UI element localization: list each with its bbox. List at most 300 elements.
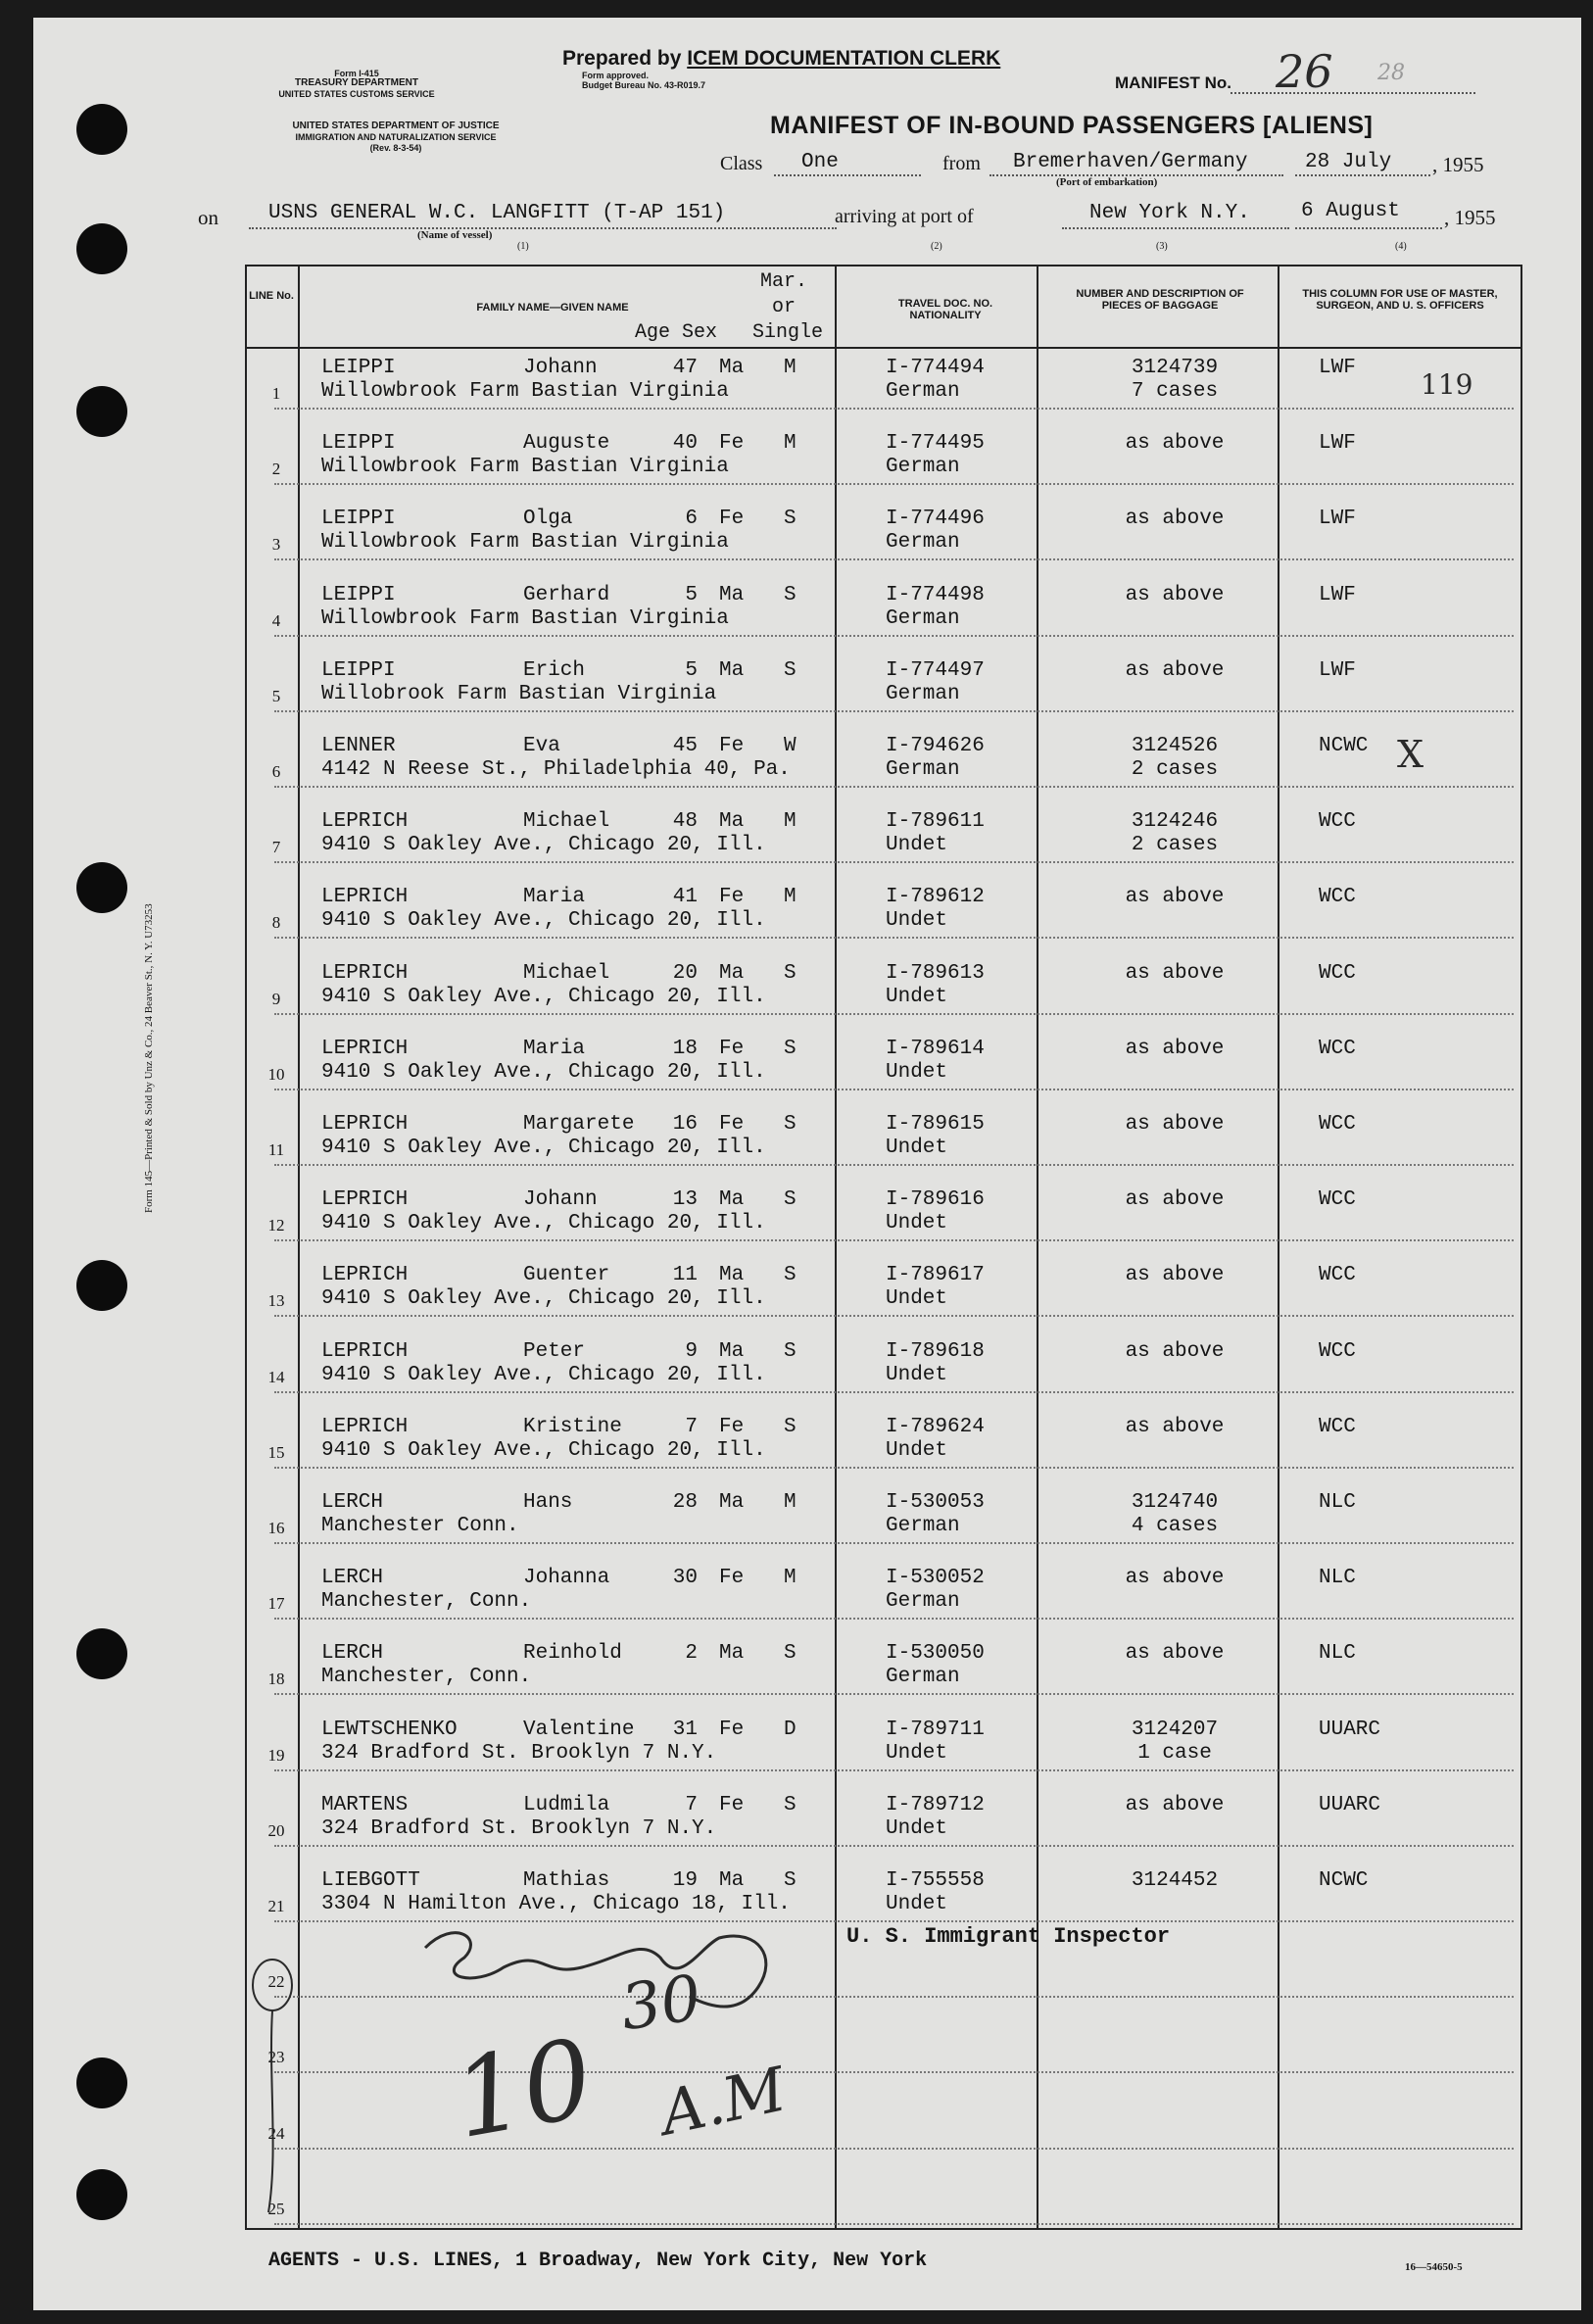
arrival-port: New York N.Y. [1089, 202, 1250, 224]
travel-doc-no: I-789613 [886, 961, 985, 985]
sex: Ma [719, 961, 745, 985]
marital-status: S [784, 1415, 796, 1438]
handwriting-marks [249, 1879, 1327, 2232]
sex: Ma [719, 1491, 745, 1514]
table-left-border [245, 265, 247, 2230]
punch-hole [76, 862, 127, 913]
marital-status: S [784, 1642, 796, 1666]
address: Willobrook Farm Bastian Virginia [321, 682, 717, 705]
sex: Fe [719, 508, 745, 531]
age: 9 [685, 1339, 698, 1363]
officer-code: WCC [1319, 961, 1356, 985]
baggage-number: as above [1125, 1339, 1225, 1363]
class-value: One [801, 151, 839, 173]
vessel-underline [249, 227, 837, 229]
nationality: Undet [886, 1741, 948, 1765]
baggage-number: as above [1125, 1264, 1225, 1287]
arriving-label: arriving at port of [835, 206, 974, 227]
line-number: 11 [267, 1140, 285, 1159]
baggage-description: 1 case [1137, 1741, 1212, 1765]
sex: Fe [719, 1793, 745, 1816]
travel-doc-no: I-774496 [886, 508, 985, 531]
travel-doc-no: I-789712 [886, 1793, 985, 1816]
punch-hole [76, 2058, 127, 2108]
officer-code: WCC [1319, 886, 1356, 909]
baggage-description: 2 cases [1131, 834, 1219, 857]
baggage-number: as above [1125, 658, 1225, 682]
family-name: LEPRICH [321, 961, 409, 985]
col-num-2: (2) [931, 241, 942, 252]
officer-code: LWF [1319, 432, 1356, 456]
given-name: Maria [523, 886, 586, 909]
family-name: MARTENS [321, 1793, 409, 1816]
officer-code: UUARC [1319, 1793, 1381, 1816]
address: 9410 S Oakley Ave., Chicago 20, Ill. [321, 834, 766, 857]
baggage-number: as above [1125, 1113, 1225, 1136]
marital-status: M [784, 1491, 796, 1514]
nationality: German [886, 531, 960, 555]
officer-code: NLC [1319, 1642, 1356, 1666]
baggage-number: as above [1125, 432, 1225, 456]
manifest-no: 26 [1276, 45, 1333, 98]
baggage-number: 3124739 [1131, 357, 1219, 379]
sex: Fe [719, 735, 745, 757]
row-separator [274, 483, 1514, 485]
age: 40 [672, 432, 698, 456]
age: 5 [685, 583, 698, 606]
baggage-number: 3124740 [1131, 1491, 1219, 1514]
given-name: Michael [523, 961, 610, 985]
baggage-number: as above [1125, 1642, 1225, 1666]
table-header-border [245, 347, 1522, 349]
given-name: Johanna [523, 1567, 610, 1590]
line-number: 9 [271, 989, 281, 1008]
travel-doc-no: I-789616 [886, 1188, 985, 1212]
nationality: German [886, 682, 960, 705]
time-minutes: 30 [616, 1961, 706, 2046]
given-name: Peter [523, 1339, 586, 1363]
nationality: German [886, 1515, 960, 1537]
row-separator [274, 1618, 1514, 1620]
arrival-date-underline [1295, 227, 1442, 229]
cross-mark: X [1397, 733, 1424, 776]
port-caption: (Port of embarkation) [1056, 176, 1158, 188]
nationality: Undet [886, 1212, 948, 1235]
officer-code: NLC [1319, 1491, 1356, 1514]
sex: Ma [719, 810, 745, 834]
officer-code: LWF [1319, 583, 1356, 606]
from-label: from [942, 153, 981, 174]
line-number: 6 [271, 762, 281, 781]
given-name: Gerhard [523, 583, 610, 606]
age: 7 [685, 1415, 698, 1438]
row-separator [274, 1315, 1514, 1317]
line-number: 24 [267, 2123, 285, 2143]
line-number: 21 [267, 1897, 285, 1915]
marital-status: S [784, 1037, 796, 1060]
nationality: German [886, 1590, 960, 1614]
row-separator [274, 1164, 1514, 1166]
line-number: 15 [267, 1442, 285, 1462]
baggage-number: as above [1125, 1037, 1225, 1060]
baggage-number: 3124526 [1131, 735, 1219, 757]
marital-status: S [784, 1113, 796, 1136]
given-name: Maria [523, 1037, 586, 1060]
line-number: 25 [267, 2199, 285, 2218]
officer-code: LWF [1319, 658, 1356, 682]
travel-doc-no: I-530053 [886, 1491, 985, 1514]
travel-doc-no: I-530050 [886, 1642, 985, 1666]
line-number: 4 [271, 610, 281, 630]
line-number: 14 [267, 1367, 285, 1386]
address: 4142 N Reese St., Philadelphia 40, Pa. [321, 758, 791, 781]
travel-doc-no: I-789615 [886, 1113, 985, 1136]
age: 20 [672, 961, 698, 985]
row-separator [274, 1693, 1514, 1695]
sex: Fe [719, 1718, 745, 1741]
age: 41 [672, 886, 698, 909]
family-name: LEPRICH [321, 1113, 409, 1136]
travel-doc-no: I-774495 [886, 432, 985, 456]
line-number: 16 [267, 1519, 285, 1537]
baggage-number: 3124207 [1131, 1718, 1219, 1741]
family-name: LENNER [321, 735, 396, 757]
given-name: Valentine [523, 1718, 635, 1741]
row-separator [274, 408, 1514, 410]
age: 28 [672, 1491, 698, 1514]
marital-status: S [784, 508, 796, 531]
given-name: Hans [523, 1491, 573, 1514]
travel-doc-no: I-789612 [886, 886, 985, 909]
sex: Fe [719, 1567, 745, 1590]
sex: Ma [719, 1264, 745, 1287]
line-number: 23 [267, 2048, 285, 2067]
address: 324 Bradford St. Brooklyn 7 N.Y. [321, 1816, 717, 1840]
address: Willowbrook Farm Bastian Virginia [321, 380, 729, 403]
family-name: LERCH [321, 1567, 384, 1590]
given-name: Margarete [523, 1113, 635, 1136]
age: 30 [672, 1567, 698, 1590]
nationality: Undet [886, 1893, 948, 1915]
nationality: Undet [886, 1060, 948, 1084]
nationality: Undet [886, 1816, 948, 1840]
sex: Ma [719, 1188, 745, 1212]
officer-code: WCC [1319, 810, 1356, 834]
nationality: Undet [886, 1363, 948, 1386]
col-header-or: or [772, 296, 796, 318]
marital-status: S [784, 1264, 796, 1287]
row-separator [274, 558, 1514, 560]
baggage-number: as above [1125, 1415, 1225, 1438]
given-name: Mathias [523, 1869, 610, 1892]
family-name: LEPRICH [321, 1037, 409, 1060]
family-name: LEIPPI [321, 432, 396, 456]
age: 48 [672, 810, 698, 834]
family-name: LERCH [321, 1491, 384, 1514]
baggage-description: 4 cases [1131, 1515, 1219, 1537]
form-approved: Form approved. [582, 71, 650, 80]
given-name: Olga [523, 508, 573, 531]
family-name: LERCH [321, 1642, 384, 1666]
family-name: LEPRICH [321, 810, 409, 834]
sex: Ma [719, 583, 745, 606]
baggage-number: as above [1125, 583, 1225, 606]
age: 31 [672, 1718, 698, 1741]
manifest-no-faint: 28 [1377, 61, 1405, 85]
col-header-officers: THIS COLUMN FOR USE OF MASTER, SURGEON, AND U. S. OFFICERS [1302, 288, 1498, 312]
sex: Fe [719, 1415, 745, 1438]
sex: Ma [719, 357, 745, 379]
baggage-number: as above [1125, 508, 1225, 531]
sex: Fe [719, 432, 745, 456]
row-separator [274, 1089, 1514, 1090]
page-title: MANIFEST OF IN-BOUND PASSENGERS [ALIENS] [770, 112, 1374, 139]
officer-code: LWF [1319, 508, 1356, 531]
given-name: Michael [523, 810, 610, 834]
line-number: 19 [267, 1745, 285, 1765]
ins-label: IMMIGRATION AND NATURALIZATION SERVICE [295, 132, 497, 142]
line-number: 8 [271, 913, 281, 933]
address: Manchester, Conn. [321, 1666, 532, 1689]
count-annotation: 119 [1421, 368, 1473, 401]
col-num-3: (3) [1156, 241, 1168, 252]
col-header-name: FAMILY NAME—GIVEN NAME [476, 302, 629, 314]
col-num-1: (1) [517, 241, 529, 252]
age: 6 [685, 508, 698, 531]
bracket-22-25 [268, 2010, 273, 2212]
address: 9410 S Oakley Ave., Chicago 20, Ill. [321, 1212, 766, 1235]
nationality: Undet [886, 834, 948, 857]
baggage-number: as above [1125, 1793, 1225, 1816]
family-name: LIEBGOTT [321, 1869, 420, 1892]
row-separator [274, 786, 1514, 788]
row-separator [274, 1391, 1514, 1393]
officer-code: NLC [1319, 1567, 1356, 1590]
marital-status: S [784, 1339, 796, 1363]
punch-hole [76, 386, 127, 437]
family-name: LEPRICH [321, 1339, 409, 1363]
col-header-baggage: NUMBER AND DESCRIPTION OF PIECES OF BAGGAGE [1076, 288, 1244, 312]
given-name: Erich [523, 658, 586, 682]
family-name: LEPRICH [321, 1415, 409, 1438]
form-id: Form I-415 [334, 69, 379, 78]
footer-form-no: 16—54650-5 [1405, 2261, 1463, 2273]
travel-doc-no: I-789617 [886, 1264, 985, 1287]
line-number: 3 [271, 535, 281, 555]
baggage-number: 3124246 [1131, 810, 1219, 834]
officer-code: NCWC [1319, 735, 1369, 757]
col-header-age-sex: Age Sex [635, 321, 718, 344]
travel-doc-no: I-774497 [886, 658, 985, 682]
age: 2 [685, 1642, 698, 1666]
given-name: Guenter [523, 1264, 610, 1287]
travel-doc-no: I-774494 [886, 357, 985, 379]
line-number: 7 [271, 838, 281, 857]
travel-doc-no: I-789611 [886, 810, 985, 834]
arrival-date: 6 August [1301, 200, 1400, 222]
punch-hole [76, 223, 127, 274]
age: 7 [685, 1793, 698, 1816]
punch-hole [76, 2169, 127, 2220]
family-name: LEPRICH [321, 1188, 409, 1212]
customs-label: UNITED STATES CUSTOMS SERVICE [278, 89, 435, 99]
family-name: LEPRICH [321, 886, 409, 909]
age: 16 [672, 1113, 698, 1136]
travel-doc-no: I-774498 [886, 583, 985, 606]
footer-agents: AGENTS - U.S. LINES, 1 Broadway, New York City, New York [268, 2250, 928, 2272]
line-number: 13 [267, 1291, 285, 1311]
baggage-number: as above [1125, 961, 1225, 985]
family-name: LEPRICH [321, 1264, 409, 1287]
prepared-by: Prepared by ICEM DOCUMENTATION CLERK [562, 47, 1001, 70]
family-name: LEIPPI [321, 583, 396, 606]
age: 11 [672, 1264, 698, 1287]
sex: Fe [719, 1037, 745, 1060]
baggage-number: as above [1125, 1188, 1225, 1212]
justice-label: UNITED STATES DEPARTMENT OF JUSTICE [292, 121, 500, 131]
side-print-text: Form 145—Printed & Sold by Unz & Co., 24 Beaver St., N. Y. U73253 [143, 903, 155, 1213]
punch-hole [76, 104, 127, 155]
time-hour: 10 [444, 2014, 603, 2163]
nationality: German [886, 758, 960, 781]
address: Willowbrook Farm Bastian Virginia [321, 531, 729, 555]
officer-code: WCC [1319, 1415, 1356, 1438]
marital-status: M [784, 886, 796, 909]
given-name: Ludmila [523, 1793, 610, 1816]
row-separator [274, 1542, 1514, 1544]
marital-status: S [784, 583, 796, 606]
officer-code: WCC [1319, 1339, 1356, 1363]
inspector-signature [425, 1933, 766, 2007]
row-separator [274, 635, 1514, 637]
manifest-page [33, 18, 1581, 2310]
nationality: Undet [886, 1137, 948, 1159]
officer-code: LWF [1319, 357, 1356, 379]
address: 9410 S Oakley Ave., Chicago 20, Ill. [321, 1438, 766, 1462]
col-num-4: (4) [1395, 241, 1407, 252]
age: 13 [672, 1188, 698, 1212]
nationality: Undet [886, 1287, 948, 1311]
marital-status: S [784, 1793, 796, 1816]
nationality: German [886, 606, 960, 630]
given-name: Johann [523, 357, 598, 379]
line-number: 12 [267, 1216, 285, 1235]
baggage-description: 7 cases [1131, 380, 1219, 403]
address: 9410 S Oakley Ave., Chicago 20, Ill. [321, 1137, 766, 1159]
sex: Fe [719, 886, 745, 909]
address: 9410 S Oakley Ave., Chicago 20, Ill. [321, 985, 766, 1008]
line-number: 22 [267, 1972, 285, 1992]
manifest-no-underline [1231, 92, 1475, 94]
given-name: Reinhold [523, 1642, 622, 1666]
row-separator [274, 937, 1514, 939]
col-header-travel-doc: TRAVEL DOC. NO. NATIONALITY [897, 298, 993, 321]
arrival-year: , 1955 [1444, 206, 1496, 229]
marital-status: M [784, 1567, 796, 1590]
row-separator [274, 1769, 1514, 1771]
marital-status: D [784, 1718, 796, 1741]
baggage-number: 3124452 [1131, 1869, 1219, 1892]
address: 9410 S Oakley Ave., Chicago 20, Ill. [321, 1060, 766, 1084]
age: 45 [672, 735, 698, 757]
nationality: German [886, 1666, 960, 1689]
sex: Fe [719, 1113, 745, 1136]
age: 47 [672, 357, 698, 379]
travel-doc-no: I-789618 [886, 1339, 985, 1363]
row-separator [274, 1845, 1514, 1847]
row-separator [274, 1467, 1514, 1469]
on-label: on [198, 206, 218, 229]
vessel-caption: (Name of vessel) [417, 229, 493, 241]
time-ampm: A.M [653, 2053, 793, 2150]
treasury-label: TREASURY DEPARTMENT [295, 77, 418, 88]
family-name: LEIPPI [321, 658, 396, 682]
nationality: German [886, 380, 960, 403]
inspector-label: U. S. Immigrant Inspector [846, 1924, 1171, 1949]
line-number: 10 [267, 1064, 285, 1084]
age: 18 [672, 1037, 698, 1060]
depart-year: , 1955 [1432, 153, 1484, 176]
sex: Ma [719, 1869, 745, 1892]
budget-bureau: Budget Bureau No. 43-R019.7 [582, 80, 706, 90]
col-header-mar: Mar. [760, 270, 808, 293]
table-right-border [1521, 265, 1522, 2230]
travel-doc-no: I-789614 [886, 1037, 985, 1060]
given-name: Johann [523, 1188, 598, 1212]
marital-status: M [784, 357, 796, 379]
age: 5 [685, 658, 698, 682]
sex: Ma [719, 1642, 745, 1666]
manifest-no-label: MANIFEST No. [1115, 73, 1231, 92]
address: 3304 N Hamilton Ave., Chicago 18, Ill. [321, 1893, 791, 1915]
officer-code: WCC [1319, 1113, 1356, 1136]
line-number: 2 [271, 460, 281, 479]
nationality: Undet [886, 909, 948, 933]
punch-hole [76, 1260, 127, 1311]
sex: Ma [719, 1339, 745, 1363]
line-number: 20 [267, 1820, 285, 1840]
arrival-port-underline [1062, 227, 1289, 229]
punch-hole [76, 1628, 127, 1679]
line-number: 18 [267, 1670, 285, 1689]
marital-status: S [784, 658, 796, 682]
rev-label: (Rev. 8-3-54) [369, 143, 422, 153]
circle-22 [253, 1960, 292, 2010]
officer-code: WCC [1319, 1188, 1356, 1212]
table-top-border [245, 265, 1522, 266]
address: Willowbrook Farm Bastian Virginia [321, 606, 729, 630]
travel-doc-no: I-794626 [886, 735, 985, 757]
row-separator [274, 861, 1514, 863]
marital-status: W [784, 735, 796, 757]
age: 19 [672, 1869, 698, 1892]
row-separator [274, 710, 1514, 712]
depart-date-underline [1295, 174, 1430, 176]
class-label: Class [720, 153, 763, 174]
given-name: Auguste [523, 432, 610, 456]
officer-code: WCC [1319, 1264, 1356, 1287]
nationality: German [886, 456, 960, 479]
travel-doc-no: I-755558 [886, 1869, 985, 1892]
row-separator [274, 1239, 1514, 1241]
nationality: Undet [886, 1438, 948, 1462]
baggage-number: as above [1125, 1567, 1225, 1590]
given-name: Kristine [523, 1415, 622, 1438]
col-header-single: Single [752, 321, 824, 344]
address: 9410 S Oakley Ave., Chicago 20, Ill. [321, 1363, 766, 1386]
family-name: LEIPPI [321, 508, 396, 531]
travel-doc-no: I-789624 [886, 1415, 985, 1438]
